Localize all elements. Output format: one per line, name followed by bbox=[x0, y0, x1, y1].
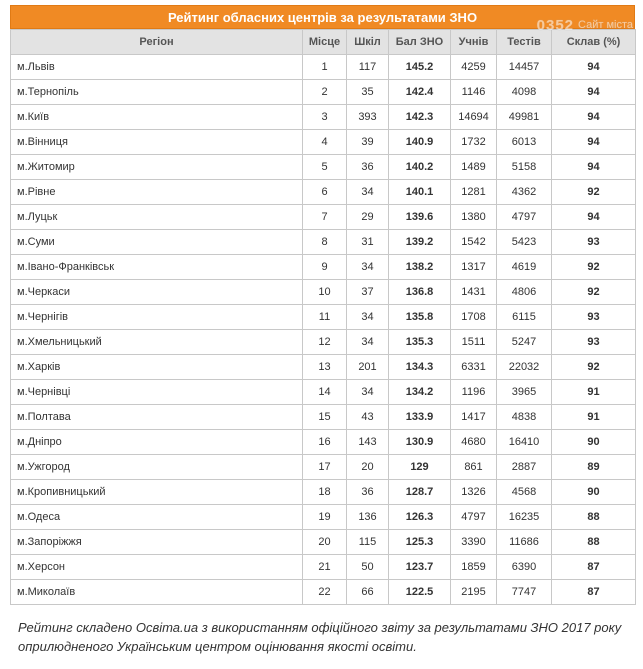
cell-tests: 5158 bbox=[497, 155, 552, 180]
cell-place: 14 bbox=[303, 380, 347, 405]
cell-tests: 6390 bbox=[497, 555, 552, 580]
column-header-tests: Тестів bbox=[497, 30, 552, 55]
cell-schools: 31 bbox=[347, 230, 389, 255]
cell-score: 134.2 bbox=[389, 380, 451, 405]
cell-schools: 201 bbox=[347, 355, 389, 380]
cell-region: м.Вінниця bbox=[11, 130, 303, 155]
cell-score: 139.6 bbox=[389, 205, 451, 230]
cell-students: 1732 bbox=[451, 130, 497, 155]
cell-place: 8 bbox=[303, 230, 347, 255]
cell-score: 140.1 bbox=[389, 180, 451, 205]
cell-passed: 91 bbox=[552, 405, 636, 430]
cell-region: м.Рівне bbox=[11, 180, 303, 205]
cell-score: 140.2 bbox=[389, 155, 451, 180]
cell-students: 4680 bbox=[451, 430, 497, 455]
cell-region: м.Одеса bbox=[11, 505, 303, 530]
cell-region: м.Тернопіль bbox=[11, 80, 303, 105]
cell-schools: 34 bbox=[347, 380, 389, 405]
cell-score: 136.8 bbox=[389, 280, 451, 305]
table-row bbox=[11, 130, 636, 155]
table-row bbox=[11, 555, 636, 580]
cell-passed: 93 bbox=[552, 305, 636, 330]
cell-students: 4259 bbox=[451, 55, 497, 80]
cell-passed: 94 bbox=[552, 105, 636, 130]
cell-passed: 94 bbox=[552, 205, 636, 230]
cell-schools: 43 bbox=[347, 405, 389, 430]
watermark-text: Сайт міста bbox=[578, 19, 633, 31]
cell-region: м.Житомир bbox=[11, 155, 303, 180]
table-row bbox=[11, 55, 636, 80]
cell-passed: 90 bbox=[552, 430, 636, 455]
cell-place: 7 bbox=[303, 205, 347, 230]
cell-schools: 66 bbox=[347, 580, 389, 605]
cell-students: 1511 bbox=[451, 330, 497, 355]
cell-students: 6331 bbox=[451, 355, 497, 380]
cell-region: м.Київ bbox=[11, 105, 303, 130]
cell-passed: 93 bbox=[552, 230, 636, 255]
cell-schools: 36 bbox=[347, 155, 389, 180]
cell-score: 125.3 bbox=[389, 530, 451, 555]
cell-place: 18 bbox=[303, 480, 347, 505]
cell-place: 21 bbox=[303, 555, 347, 580]
cell-students: 1431 bbox=[451, 280, 497, 305]
table-row bbox=[11, 255, 636, 280]
cell-schools: 34 bbox=[347, 255, 389, 280]
column-header-schools: Шкіл bbox=[347, 30, 389, 55]
cell-region: м.Суми bbox=[11, 230, 303, 255]
cell-tests: 22032 bbox=[497, 355, 552, 380]
cell-passed: 92 bbox=[552, 180, 636, 205]
cell-region: м.Полтава bbox=[11, 405, 303, 430]
cell-place: 12 bbox=[303, 330, 347, 355]
cell-passed: 90 bbox=[552, 480, 636, 505]
column-header-students: Учнів bbox=[451, 30, 497, 55]
cell-schools: 393 bbox=[347, 105, 389, 130]
cell-place: 22 bbox=[303, 580, 347, 605]
cell-passed: 92 bbox=[552, 355, 636, 380]
table-row bbox=[11, 105, 636, 130]
cell-place: 3 bbox=[303, 105, 347, 130]
cell-passed: 94 bbox=[552, 130, 636, 155]
cell-students: 861 bbox=[451, 455, 497, 480]
cell-score: 142.4 bbox=[389, 80, 451, 105]
cell-score: 134.3 bbox=[389, 355, 451, 380]
table-row bbox=[11, 205, 636, 230]
cell-region: м.Запоріжжя bbox=[11, 530, 303, 555]
cell-score: 145.2 bbox=[389, 55, 451, 80]
cell-region: м.Хмельницький bbox=[11, 330, 303, 355]
cell-tests: 5247 bbox=[497, 330, 552, 355]
cell-passed: 94 bbox=[552, 55, 636, 80]
cell-passed: 89 bbox=[552, 455, 636, 480]
table-row bbox=[11, 480, 636, 505]
cell-score: 135.3 bbox=[389, 330, 451, 355]
column-header-region: Регіон bbox=[11, 30, 303, 55]
cell-schools: 34 bbox=[347, 330, 389, 355]
table-row bbox=[11, 330, 636, 355]
cell-students: 1326 bbox=[451, 480, 497, 505]
table-row bbox=[11, 455, 636, 480]
cell-tests: 16235 bbox=[497, 505, 552, 530]
table-row bbox=[11, 530, 636, 555]
cell-score: 133.9 bbox=[389, 405, 451, 430]
cell-score: 135.8 bbox=[389, 305, 451, 330]
cell-score: 142.3 bbox=[389, 105, 451, 130]
column-header-score: Бал ЗНО bbox=[389, 30, 451, 55]
cell-students: 1146 bbox=[451, 80, 497, 105]
cell-passed: 92 bbox=[552, 280, 636, 305]
rating-table bbox=[10, 29, 636, 605]
cell-place: 4 bbox=[303, 130, 347, 155]
cell-region: м.Кропивницький bbox=[11, 480, 303, 505]
source-note: Рейтинг складено Освіта.ua з використанням офіційного звіту за результатами ЗНО 2017 року оприлюдненого Українським центром оцінювання якості освіти. bbox=[18, 620, 622, 654]
cell-tests: 6115 bbox=[497, 305, 552, 330]
cell-tests: 4619 bbox=[497, 255, 552, 280]
cell-passed: 88 bbox=[552, 530, 636, 555]
cell-region: м.Чернігів bbox=[11, 305, 303, 330]
table-row bbox=[11, 380, 636, 405]
rating-table-container bbox=[10, 5, 635, 605]
cell-place: 6 bbox=[303, 180, 347, 205]
cell-place: 16 bbox=[303, 430, 347, 455]
cell-tests: 4838 bbox=[497, 405, 552, 430]
cell-passed: 87 bbox=[552, 555, 636, 580]
cell-students: 1489 bbox=[451, 155, 497, 180]
cell-score: 126.3 bbox=[389, 505, 451, 530]
cell-score: 130.9 bbox=[389, 430, 451, 455]
cell-students: 3390 bbox=[451, 530, 497, 555]
cell-score: 140.9 bbox=[389, 130, 451, 155]
cell-schools: 39 bbox=[347, 130, 389, 155]
cell-place: 2 bbox=[303, 80, 347, 105]
cell-region: м.Луцьк bbox=[11, 205, 303, 230]
cell-schools: 115 bbox=[347, 530, 389, 555]
cell-students: 4797 bbox=[451, 505, 497, 530]
cell-passed: 93 bbox=[552, 330, 636, 355]
cell-passed: 92 bbox=[552, 255, 636, 280]
cell-students: 1859 bbox=[451, 555, 497, 580]
cell-place: 9 bbox=[303, 255, 347, 280]
cell-region: м.Черкаси bbox=[11, 280, 303, 305]
cell-tests: 5423 bbox=[497, 230, 552, 255]
cell-region: м.Дніпро bbox=[11, 430, 303, 455]
table-row bbox=[11, 355, 636, 380]
cell-place: 1 bbox=[303, 55, 347, 80]
cell-schools: 117 bbox=[347, 55, 389, 80]
cell-schools: 20 bbox=[347, 455, 389, 480]
cell-score: 122.5 bbox=[389, 580, 451, 605]
cell-region: м.Херсон bbox=[11, 555, 303, 580]
cell-students: 14694 bbox=[451, 105, 497, 130]
table-row bbox=[11, 230, 636, 255]
column-header-passed: Склав (%) bbox=[552, 30, 636, 55]
cell-students: 2195 bbox=[451, 580, 497, 605]
column-header-place: Місце bbox=[303, 30, 347, 55]
cell-place: 19 bbox=[303, 505, 347, 530]
cell-schools: 143 bbox=[347, 430, 389, 455]
cell-tests: 14457 bbox=[497, 55, 552, 80]
cell-schools: 136 bbox=[347, 505, 389, 530]
cell-tests: 4797 bbox=[497, 205, 552, 230]
cell-schools: 34 bbox=[347, 180, 389, 205]
cell-tests: 2887 bbox=[497, 455, 552, 480]
cell-score: 138.2 bbox=[389, 255, 451, 280]
cell-students: 1417 bbox=[451, 405, 497, 430]
cell-region: м.Харків bbox=[11, 355, 303, 380]
table-row bbox=[11, 305, 636, 330]
cell-score: 129 bbox=[389, 455, 451, 480]
cell-region: м.Миколаїв bbox=[11, 580, 303, 605]
cell-region: м.Івано-Франківськ bbox=[11, 255, 303, 280]
cell-tests: 7747 bbox=[497, 580, 552, 605]
cell-schools: 50 bbox=[347, 555, 389, 580]
cell-place: 15 bbox=[303, 405, 347, 430]
cell-passed: 94 bbox=[552, 80, 636, 105]
table-body bbox=[11, 55, 636, 605]
cell-schools: 37 bbox=[347, 280, 389, 305]
cell-region: м.Львів bbox=[11, 55, 303, 80]
cell-passed: 91 bbox=[552, 380, 636, 405]
cell-tests: 4362 bbox=[497, 180, 552, 205]
cell-place: 13 bbox=[303, 355, 347, 380]
table-row bbox=[11, 180, 636, 205]
cell-score: 123.7 bbox=[389, 555, 451, 580]
cell-place: 20 bbox=[303, 530, 347, 555]
table-row bbox=[11, 280, 636, 305]
cell-tests: 16410 bbox=[497, 430, 552, 455]
cell-tests: 49981 bbox=[497, 105, 552, 130]
site-watermark bbox=[537, 14, 633, 36]
cell-place: 10 bbox=[303, 280, 347, 305]
cell-place: 17 bbox=[303, 455, 347, 480]
table-row bbox=[11, 505, 636, 530]
cell-passed: 87 bbox=[552, 580, 636, 605]
cell-students: 1196 bbox=[451, 380, 497, 405]
cell-place: 5 bbox=[303, 155, 347, 180]
cell-schools: 34 bbox=[347, 305, 389, 330]
cell-tests: 4098 bbox=[497, 80, 552, 105]
cell-score: 128.7 bbox=[389, 480, 451, 505]
table-row bbox=[11, 405, 636, 430]
cell-place: 11 bbox=[303, 305, 347, 330]
cell-schools: 35 bbox=[347, 80, 389, 105]
cell-students: 1281 bbox=[451, 180, 497, 205]
cell-schools: 29 bbox=[347, 205, 389, 230]
table-row bbox=[11, 155, 636, 180]
cell-tests: 3965 bbox=[497, 380, 552, 405]
cell-students: 1708 bbox=[451, 305, 497, 330]
cell-passed: 94 bbox=[552, 155, 636, 180]
cell-students: 1542 bbox=[451, 230, 497, 255]
cell-region: м.Чернівці bbox=[11, 380, 303, 405]
cell-tests: 11686 bbox=[497, 530, 552, 555]
table-row bbox=[11, 430, 636, 455]
cell-tests: 6013 bbox=[497, 130, 552, 155]
cell-schools: 36 bbox=[347, 480, 389, 505]
watermark-logo: 0352 bbox=[536, 16, 575, 34]
cell-region: м.Ужгород bbox=[11, 455, 303, 480]
table-row bbox=[11, 80, 636, 105]
cell-tests: 4806 bbox=[497, 280, 552, 305]
cell-passed: 88 bbox=[552, 505, 636, 530]
table-row bbox=[11, 580, 636, 605]
cell-score: 139.2 bbox=[389, 230, 451, 255]
cell-students: 1380 bbox=[451, 205, 497, 230]
table-title: Рейтинг обласних центрів за результатами ЗНО bbox=[10, 5, 635, 29]
cell-tests: 4568 bbox=[497, 480, 552, 505]
cell-students: 1317 bbox=[451, 255, 497, 280]
